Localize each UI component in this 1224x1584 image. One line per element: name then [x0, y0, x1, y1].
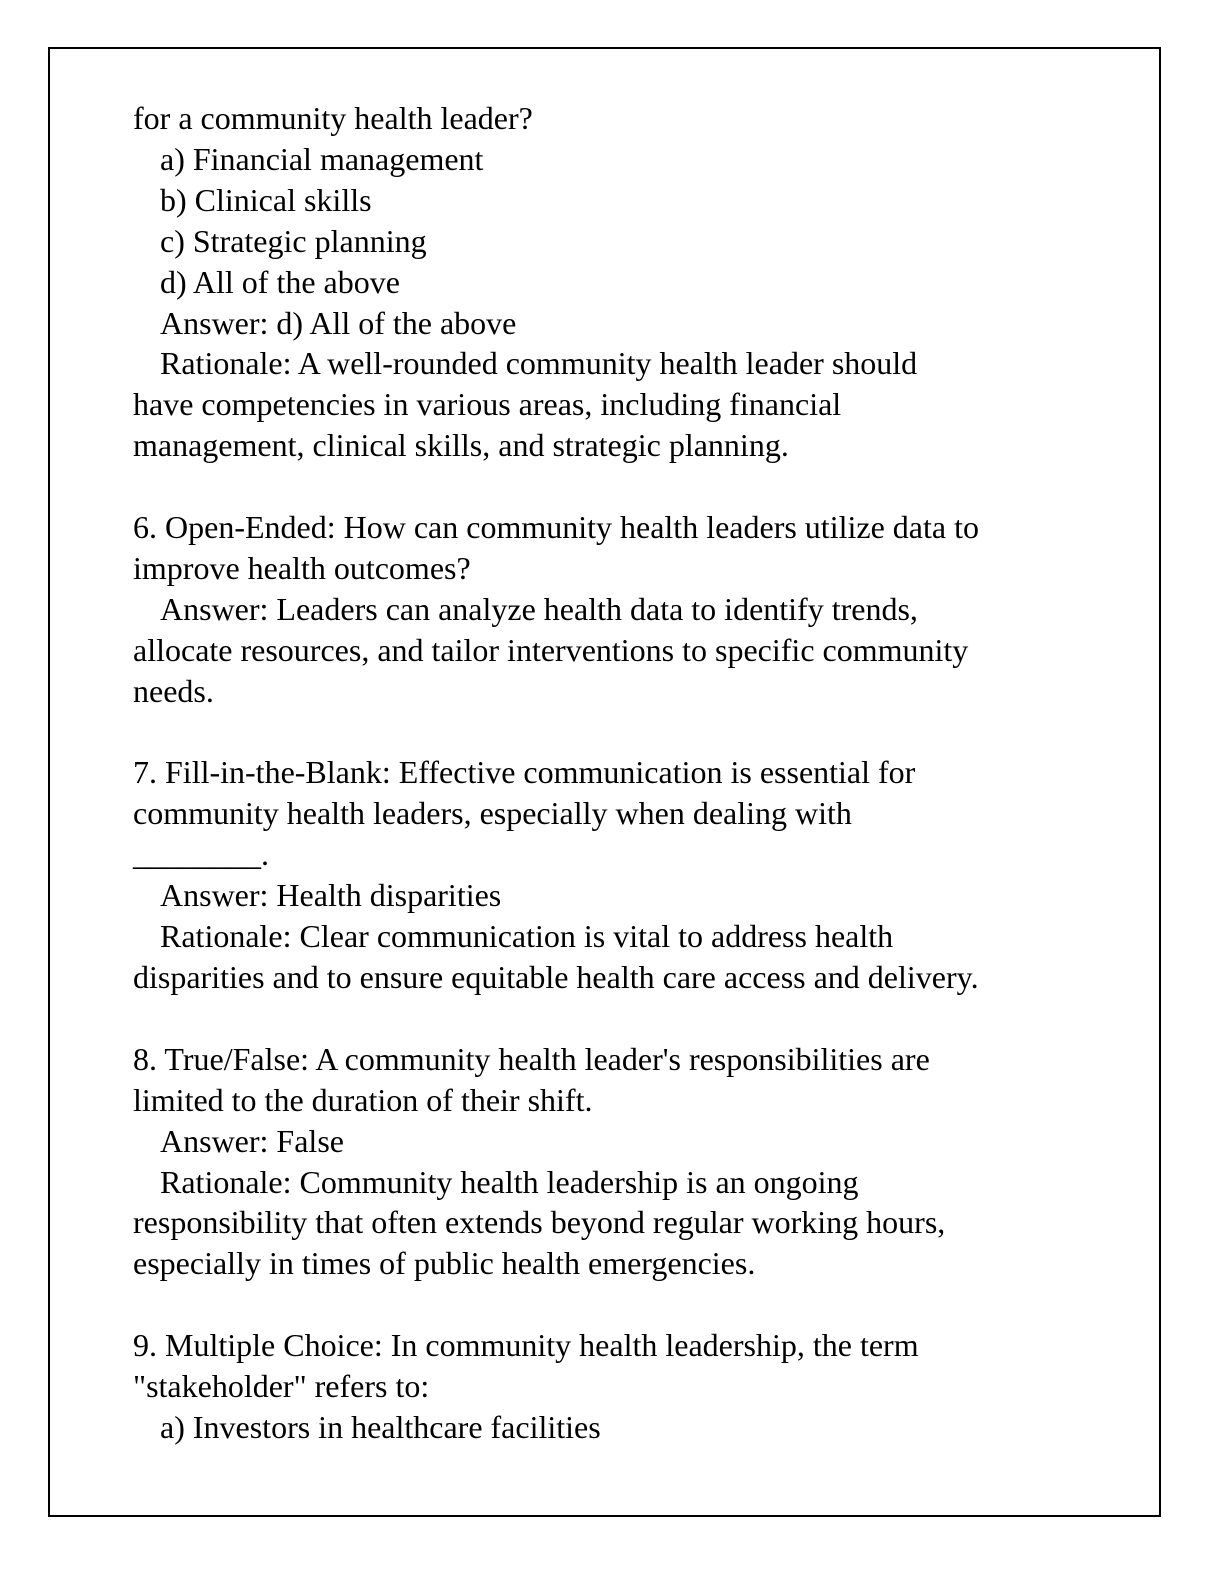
question-7 [133, 752, 1093, 997]
question-stem: 9. Multiple Choice: In community health leadership, the term [133, 1327, 919, 1364]
option-d: d) All of the above [160, 263, 400, 300]
rationale-line: Rationale: A well-rounded community health leader should [160, 345, 918, 382]
question-stem: 6. Open-Ended: How can community health leaders utilize data to [133, 509, 979, 546]
rationale-line: responsibility that often extends beyond regular working hours, [133, 1204, 946, 1241]
answer: Answer: False [160, 1122, 344, 1159]
option-a: a) Financial management [160, 140, 484, 177]
rationale-line: management, clinical skills, and strategic planning. [133, 427, 789, 464]
option-b: b) Clinical skills [160, 181, 372, 218]
question-6 [133, 507, 1093, 712]
question-9 [133, 1325, 1093, 1448]
question-stem: for a community health leader? [133, 100, 533, 136]
question-stem: 7. Fill-in-the-Blank: Effective communication is essential for [133, 754, 916, 791]
question-8 [133, 1039, 1093, 1284]
rationale-line: Rationale: Community health leadership is an ongoing [160, 1163, 859, 1200]
question-stem: "stakeholder" refers to: [133, 1368, 430, 1405]
answer-line: needs. [133, 672, 214, 709]
question-stem: 8. True/False: A community health leader's responsibilities are [133, 1040, 930, 1077]
answer: Answer: Leaders can analyze health data to identify trends, [160, 590, 918, 627]
spacer [133, 1284, 1093, 1325]
rationale-line: disparities and to ensure equitable health care access and delivery. [133, 959, 979, 995]
rationale-line: Rationale: Clear communication is vital to address health [160, 918, 894, 955]
question-stem: improve health outcomes? [133, 549, 471, 586]
question-stem: limited to the duration of their shift. [133, 1081, 593, 1118]
spacer [133, 712, 1093, 753]
rationale-line: have competencies in various areas, including financial [133, 386, 842, 423]
answer-line: allocate resources, and tailor interventions to specific community [133, 631, 969, 668]
answer: Answer: d) All of the above [160, 304, 517, 341]
blank-line: ________. [133, 836, 269, 873]
rationale-line: especially in times of public health emergencies. [133, 1245, 756, 1282]
option-c: c) Strategic planning [160, 222, 427, 259]
spacer [133, 466, 1093, 507]
option-a: a) Investors in healthcare facilities [160, 1408, 601, 1445]
document-body [133, 98, 1093, 1448]
question-5 [133, 98, 1093, 466]
spacer [133, 998, 1093, 1039]
answer: Answer: Health disparities [160, 877, 502, 914]
question-stem: community health leaders, especially when dealing with [133, 795, 852, 832]
